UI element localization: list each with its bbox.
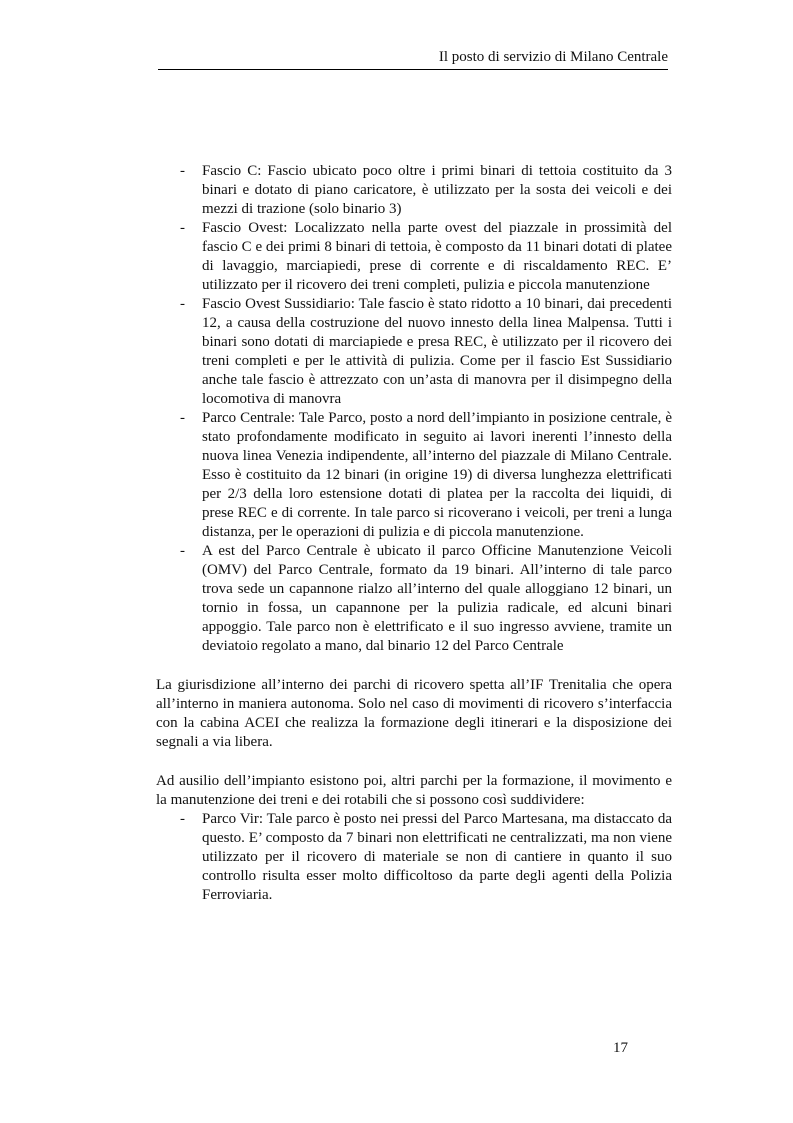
list-item-text: Parco Centrale: Tale Parco, posto a nord dell’impianto in posizione centrale, è stato profondamente modificato in seguito ai lavori inerenti l’innesto della nuova linea Venezia indipendente, all’interno del piazzale di Milano Centrale. Esso è costituito da 12 binari (in origine 19) di diversa lunghezza elettrificati per 2/3 della loro estensione dotati di platea per la raccolta dei liquidi, di prese REC e di corrente. In tale parco si ricoverano i veicoli, per treni a lunga distanza, per le operazioni di pulizia e di piccola manutenzione. xyxy=(202,410,672,540)
list-dash: - xyxy=(180,296,185,312)
list-item-text: Fascio Ovest Sussidiario: Tale fascio è stato ridotto a 10 binari, dai precedenti 12, a causa della costruzione del nuovo innesto della linea Malpensa. Tutti i binari sono dotati di marciapiede e presa REC, è utilizzato per il ricovero dei treni completi e per le attività di pulizia. Come per il fascio Est Sussidiario anche tale fascio è attrezzato con un’asta di manovra per il disimpegno della locomotiva di manovra xyxy=(202,296,672,407)
list-item xyxy=(156,542,672,656)
list-item xyxy=(156,409,672,542)
list-item xyxy=(156,162,672,219)
list-dash: - xyxy=(180,811,185,827)
running-header: Il posto di servizio di Milano Centrale xyxy=(438,49,668,65)
header-rule xyxy=(158,69,668,70)
page-body xyxy=(156,162,672,905)
list-item-text: Fascio Ovest: Localizzato nella parte ovest del piazzale in prossimità del fascio C e dei primi 8 binari di tettoia, è composto da 11 binari dotati di platee di lavaggio, marciapiedi, prese di corrente e di riscaldamento REC. E’ utilizzato per il ricovero dei treni completi, pulizia e piccola manutenzione xyxy=(202,220,672,293)
list-dash: - xyxy=(180,410,185,426)
bullet-list-other-parks xyxy=(156,810,672,905)
list-item-text: A est del Parco Centrale è ubicato il parco Officine Manutenzione Veicoli (OMV) del Parco Centrale, formato da 19 binari. All’interno di tale parco trova sede un capannone rialzo all’interno del quale alloggiano 12 binari, un tornio in fossa, un capannone per la pulizia radicale, ed alcuni binari appoggio. Tale parco non è elettrificato e il suo ingresso avviene, tramite un deviatoio regolato a mano, dal binario 12 del Parco Centrale xyxy=(202,543,672,654)
list-item xyxy=(156,810,672,905)
page-number: 17 xyxy=(613,1040,628,1056)
list-dash: - xyxy=(180,220,185,236)
paragraph-other-parks: Ad ausilio dell’impianto esistono poi, altri parchi per la formazione, il movimento e la manutenzione dei treni e dei rotabili che si possono così suddividere: xyxy=(156,773,672,808)
paragraph-jurisdiction: La giurisdizione all’interno dei parchi di ricovero spetta all’IF Trenitalia che opera all’interno in maniera autonoma. Solo nel caso di movimenti di ricovero s’interfaccia con la cabina ACEI che realizza la formazione degli itinerari e la disposizione dei segnali a via libera. xyxy=(156,677,672,750)
list-item xyxy=(156,219,672,295)
list-item xyxy=(156,295,672,409)
list-item-text: Parco Vir: Tale parco è posto nei pressi del Parco Martesana, ma distaccato da questo. E’ composto da 7 binari non elettrificati ne centralizzati, ma non viene utilizzato per il ricovero di materiale se non di cantiere in quanto il suo controllo risulta esser molto difficoltoso da parte degli agenti della Polizia Ferroviaria. xyxy=(202,811,672,903)
list-dash: - xyxy=(180,543,185,559)
list-item-text: Fascio C: Fascio ubicato poco oltre i primi binari di tettoia costituito da 3 binari e dotato di piano caricatore, è utilizzato per la sosta dei veicoli e dei mezzi di trazione (solo binario 3) xyxy=(202,163,672,217)
bullet-list-facilities xyxy=(156,162,672,656)
list-dash: - xyxy=(180,163,185,179)
